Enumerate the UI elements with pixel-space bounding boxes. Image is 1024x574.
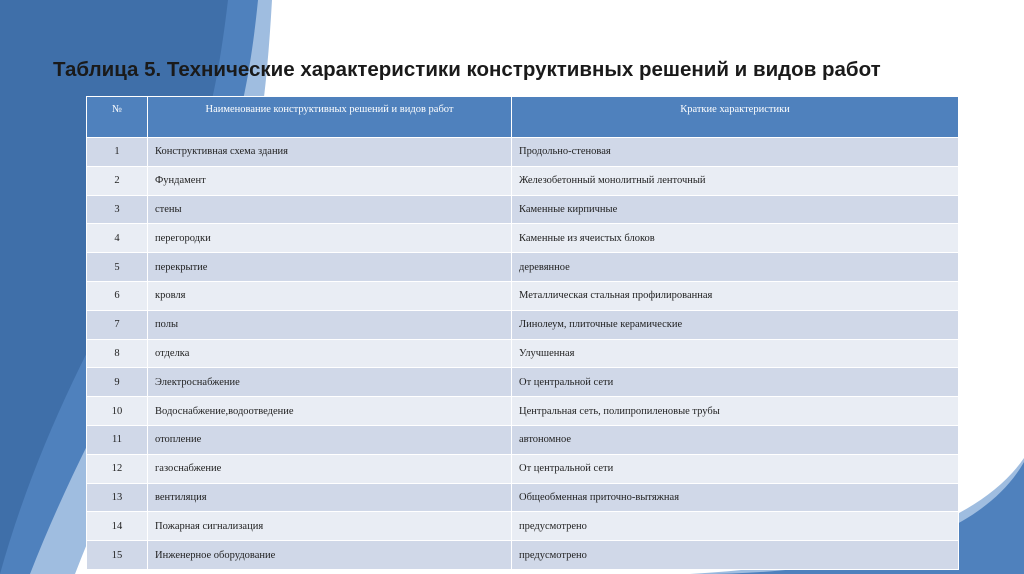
characteristics-table [86,96,959,570]
row-name: перекрытие [148,253,512,282]
row-name: газоснабжение [148,454,512,483]
row-description: Каменные кирпичные [512,195,959,224]
row-number: 2 [87,166,148,195]
row-description: Центральная сеть, полипропиленовые трубы [512,397,959,426]
row-description: От центральной сети [512,368,959,397]
row-name: Инженерное оборудование [148,541,512,570]
table-row [87,281,959,310]
page-title: Таблица 5. Технические характеристики конструктивных решений и видов работ [53,58,881,81]
row-name: отделка [148,339,512,368]
row-number: 3 [87,195,148,224]
row-name: Фундамент [148,166,512,195]
row-number: 14 [87,512,148,541]
row-number: 13 [87,483,148,512]
table-row [87,166,959,195]
row-description: предусмотрено [512,541,959,570]
row-description: Металлическая стальная профилированная [512,281,959,310]
table-row [87,195,959,224]
table-row [87,397,959,426]
row-description: автономное [512,425,959,454]
table-row [87,512,959,541]
table-row [87,339,959,368]
table-row [87,138,959,167]
row-number: 7 [87,310,148,339]
row-description: деревянное [512,253,959,282]
row-name: Водоснабжение,водоотведение [148,397,512,426]
row-number: 15 [87,541,148,570]
row-number: 8 [87,339,148,368]
table-row [87,425,959,454]
row-number: 9 [87,368,148,397]
table-row [87,310,959,339]
row-name: Пожарная сигнализация [148,512,512,541]
table-header-row [87,97,959,138]
row-number: 1 [87,138,148,167]
row-name: полы [148,310,512,339]
table-row [87,454,959,483]
row-name: перегородки [148,224,512,253]
row-description: Улучшенная [512,339,959,368]
row-name: Конструктивная схема здания [148,138,512,167]
table-row [87,541,959,570]
column-header-name: Наименование конструктивных решений и видов работ [148,97,512,138]
row-description: От центральной сети [512,454,959,483]
table-row [87,483,959,512]
row-description: Продольно-стеновая [512,138,959,167]
row-number: 11 [87,425,148,454]
row-description: Общеобменная приточно-вытяжная [512,483,959,512]
row-description: Каменные из ячеистых блоков [512,224,959,253]
column-header-number: № [87,97,148,138]
row-name: стены [148,195,512,224]
row-description: Железобетонный монолитный ленточный [512,166,959,195]
row-number: 10 [87,397,148,426]
row-number: 4 [87,224,148,253]
row-description: Линолеум, плиточные керамические [512,310,959,339]
table-row [87,368,959,397]
row-name: Электроснабжение [148,368,512,397]
row-name: вентиляция [148,483,512,512]
table-row [87,224,959,253]
row-number: 12 [87,454,148,483]
row-name: кровля [148,281,512,310]
row-number: 5 [87,253,148,282]
row-description: предусмотрено [512,512,959,541]
table-row [87,253,959,282]
row-name: отопление [148,425,512,454]
row-number: 6 [87,281,148,310]
column-header-description: Краткие характеристики [512,97,959,138]
